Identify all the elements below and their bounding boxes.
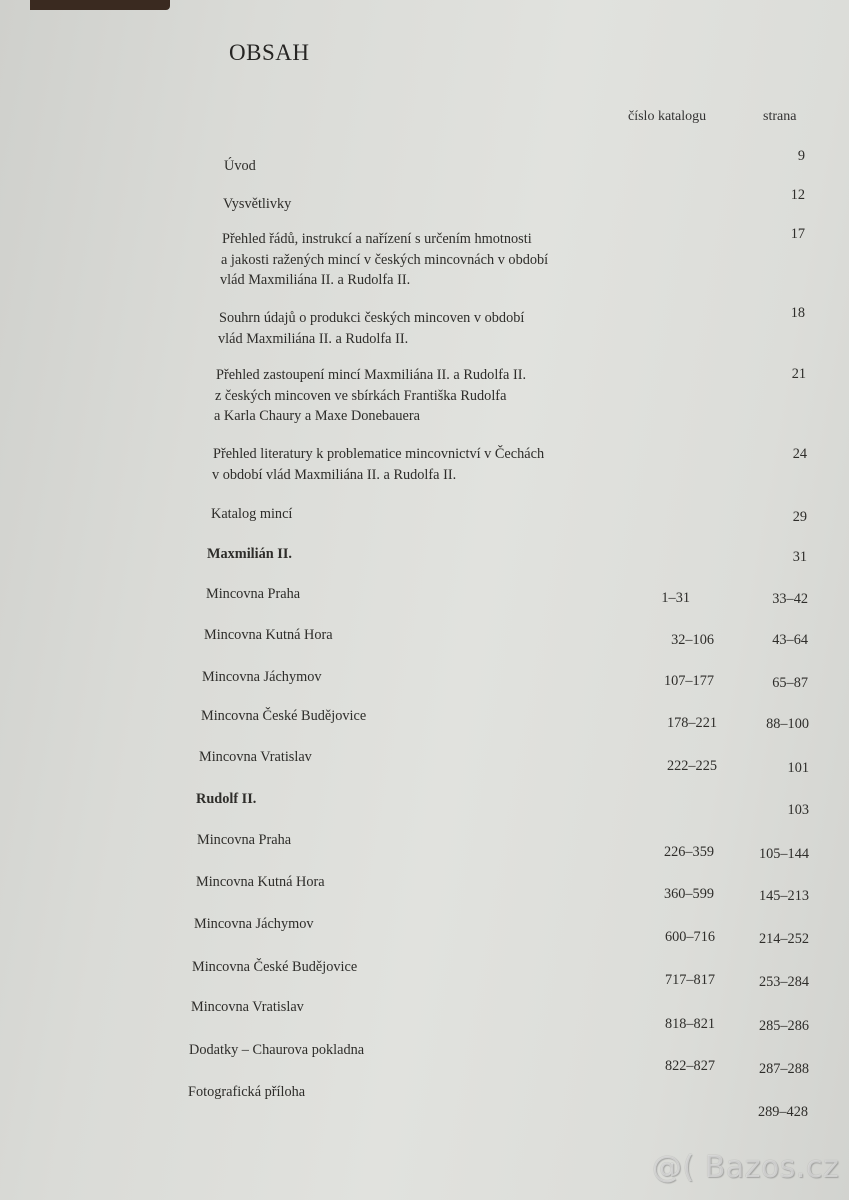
toc-entry-title: Vysvětlivky [223, 196, 292, 212]
toc-entry-title: Fotografická příloha [188, 1084, 306, 1100]
toc-entry-catalog-range: 226–359 [663, 844, 714, 860]
toc-entry-title: Souhrn údajů o produkci českých mincoven v období [219, 310, 525, 326]
toc-entry-title: Mincovna Vratislav [191, 999, 304, 1015]
toc-entry-title: Mincovna Vratislav [199, 749, 312, 765]
toc-entry-title: Přehled literatury k problematice mincovnictví v Čechách [213, 446, 545, 462]
toc-entry-page: 103 [787, 802, 809, 818]
toc-entry-title: Dodatky – Chaurova pokladna [189, 1042, 365, 1058]
toc-entry-page: 289–428 [757, 1104, 808, 1120]
toc-entry-title: v období vlád Maxmiliána II. a Rudolfa II. [212, 466, 457, 483]
toc-entry-page: 33–42 [772, 591, 808, 607]
toc-entry-title: Mincovna České Budějovice [192, 959, 358, 975]
toc-entry-page: 65–87 [772, 675, 808, 691]
toc-entry-page: 253–284 [758, 974, 809, 990]
toc-entry-title: vlád Maxmiliána II. a Rudolfa II. [218, 330, 409, 347]
toc-entry-catalog-range: 822–827 [664, 1058, 715, 1074]
book-corner [30, 0, 170, 10]
toc-entry-catalog-range: 818–821 [664, 1016, 715, 1032]
page-title: OBSAH [229, 40, 310, 65]
toc-entry-page: 21 [791, 366, 806, 382]
toc-entry-catalog-range: 222–225 [666, 758, 717, 774]
toc-entry-catalog-range: 107–177 [663, 673, 714, 689]
toc-entry-page: 43–64 [772, 632, 808, 648]
toc-entry-title: z českých mincoven ve sbírkách Františka Rudolfa [215, 387, 507, 404]
toc-entry-title: Přehled řádů, instrukcí a nařízení s určením hmotnosti [222, 231, 532, 247]
toc-entry-catalog-range: 178–221 [666, 715, 717, 731]
toc-entry-catalog-range: 600–716 [664, 929, 715, 945]
toc-entry-title: Mincovna Kutná Hora [204, 627, 333, 643]
toc-entry-title: Mincovna České Budějovice [201, 708, 367, 724]
catalog-number-header: číslo katalogu [628, 109, 707, 124]
toc-entry-title: Přehled zastoupení mincí Maxmiliána II. a Rudolfa II. [216, 367, 527, 383]
toc-entry-page: 18 [790, 305, 805, 321]
toc-entry-title: Katalog mincí [211, 506, 293, 522]
toc-entry-title: Mincovna Praha [197, 832, 292, 848]
page-header: strana [763, 109, 797, 124]
toc-entry-page: 285–286 [758, 1018, 809, 1034]
toc-entry-title: Mincovna Praha [206, 586, 301, 602]
toc-entry-page: 105–144 [758, 846, 809, 862]
toc-entry-page: 145–213 [758, 888, 809, 904]
toc-entry-title: Mincovna Jáchymov [202, 669, 322, 685]
toc-entry-page: 17 [790, 226, 805, 242]
toc-entry-page: 31 [792, 549, 807, 565]
bazos-watermark: @( Bazos.cz [652, 1150, 840, 1185]
toc-entry-catalog-range: 32–106 [671, 632, 714, 648]
toc-entry-title: a jakosti ražených mincí v českých mincovnách v období [221, 251, 549, 268]
toc-entry-title: Mincovna Kutná Hora [196, 874, 325, 890]
toc-entry-catalog-range: 717–817 [664, 972, 715, 988]
toc-entry-title: Úvod [224, 158, 256, 174]
toc-entry-title: vlád Maxmiliána II. a Rudolfa II. [220, 272, 411, 288]
toc-entry-page: 214–252 [758, 931, 809, 947]
toc-entry-catalog-range: 1–31 [661, 590, 690, 606]
toc-entry-catalog-range: 360–599 [663, 886, 714, 902]
toc-entry-page: 29 [792, 509, 807, 525]
toc-entry-page: 287–288 [758, 1061, 809, 1077]
section-heading: Rudolf II. [196, 791, 257, 807]
toc-entry-page: 12 [790, 187, 805, 203]
toc-entry-title: a Karla Chaury a Maxe Donebauera [214, 408, 421, 424]
toc-entry-page: 88–100 [766, 716, 809, 732]
section-heading: Maxmilián II. [207, 546, 292, 562]
toc-entry-page: 9 [797, 148, 805, 164]
toc-entry-page: 24 [792, 446, 807, 462]
toc-entry-page: 101 [787, 760, 809, 776]
toc-entry-title: Mincovna Jáchymov [194, 916, 314, 932]
